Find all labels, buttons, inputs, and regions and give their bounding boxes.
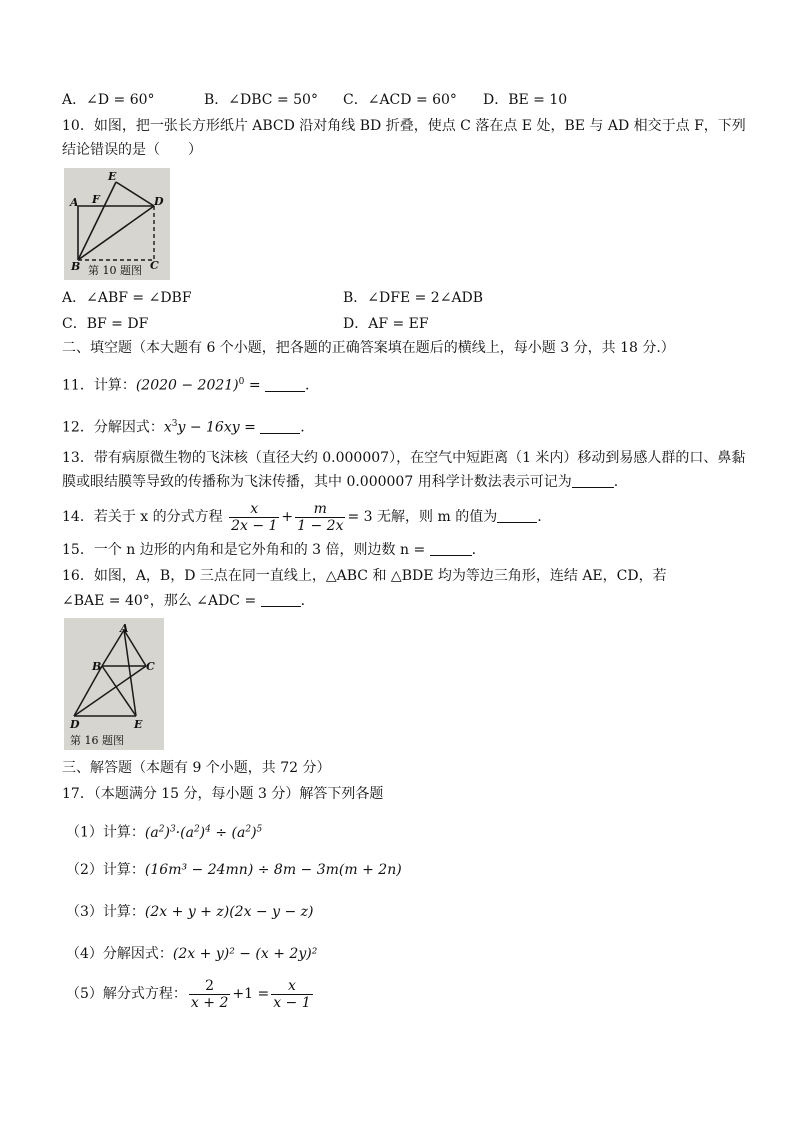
- q13-line2: 膜或眼结膜等导致的传播称为飞沫传播，其中 0.000007 用科学计数法表示可记为 .: [62, 474, 619, 490]
- q15-text: 15．一个 n 边形的内角和是它外角和的 3 倍，则边数 n =: [62, 542, 430, 558]
- q16-figure-caption: 第 16 题图: [70, 734, 124, 747]
- q17-part2-expression: (16m³ − 24mn) ÷ 8m − 3m(m + 2n): [144, 862, 402, 878]
- q10-option-c: C．BF = DF: [62, 316, 149, 332]
- q16-line2: ∠BAE = 40°，那么 ∠ADC = .: [62, 593, 306, 609]
- q9-option-d: D．BE = 10: [483, 92, 568, 108]
- q17-part5-fraction-2: $\frac{x}{x - 1}$: [273, 977, 311, 1011]
- q12: 12．分解因式：$x^3y - 16xy$ = .: [62, 419, 305, 436]
- q17-part2: [66, 858, 402, 882]
- q16-label-c: C: [146, 660, 155, 673]
- q11-equals: =: [244, 377, 266, 394]
- q10-label-d: D: [154, 195, 164, 208]
- q9-option-c: C．∠ACD = 60°: [343, 92, 457, 108]
- q17-part1-prefix: （1）计算：: [66, 824, 145, 841]
- q11: 11．计算：$(2020 - 2021)^0$ = .: [62, 377, 310, 394]
- q17-part4-prefix: （4）分解因式：: [66, 946, 173, 962]
- q10-label-f: F: [92, 193, 100, 206]
- q10-label-a: A: [70, 196, 79, 209]
- q16-figure: [64, 618, 164, 750]
- q10-label-c: C: [150, 259, 159, 272]
- q16-label-d: D: [70, 718, 80, 731]
- q16-label-e: E: [134, 718, 143, 731]
- q9-option-b: B．∠DBC = 50°: [204, 92, 318, 108]
- q17-part1-expression: $(a^2)^3\cdot(a^2)^4 \div (a^2)^5$: [144, 824, 263, 841]
- q14: 14．若关于 x 的分式方程 $\frac{x}{2x - 1}$ + $\frac{m}{1 - 2x}$ = 3 无解，则 m 的值为 .: [62, 500, 542, 534]
- q11-expression: (2020 − 2021): [135, 377, 239, 394]
- q10-label-e: E: [108, 170, 117, 183]
- q11-prefix: 11．计算：: [62, 377, 136, 394]
- q17-part5: [66, 976, 315, 1016]
- q12-answer-blank[interactable]: [260, 419, 300, 434]
- q12-expression-b: y − 16xy =: [177, 419, 261, 436]
- q15: 15．一个 n 边形的内角和是它外角和的 3 倍，则边数 n = .: [62, 542, 477, 558]
- q12-prefix: 12．分解因式：: [62, 419, 164, 436]
- q10-figure-caption: 第 10 题图: [88, 264, 142, 277]
- q16-label-b: B: [92, 660, 102, 673]
- q16-line1: 16．如图，A，B，D 三点在同一直线上，△ABC 和 △BDE 均为等边三角形，连结 AE，CD，若: [62, 568, 667, 584]
- q14-fraction-1: $\frac{x}{2x - 1}$: [231, 500, 278, 534]
- q12-exponent: 3: [171, 419, 178, 429]
- q15-answer-blank[interactable]: [430, 541, 472, 556]
- q10-stem-line2: 结论错误的是（ ）: [62, 142, 202, 158]
- q14-fraction-2: $\frac{m}{1 - 2x}$: [297, 500, 344, 534]
- q13-line2-text: 膜或眼结膜等导致的传播称为飞沫传播，其中 0.000007 用科学计数法表示可记为: [62, 474, 572, 490]
- q13-line1: 13．带有病原微生物的飞沫核（直径大约 0.000007），在空气中短距离（1 米内）移动到易感人群的口、鼻黏: [62, 450, 746, 466]
- q17-part3-prefix: （3）计算：: [66, 904, 145, 920]
- q14-plus: +: [281, 509, 294, 525]
- q14-answer-blank[interactable]: [497, 508, 537, 523]
- q10-label-b: B: [71, 260, 81, 273]
- q17-heading: 17．（本题满分 15 分，每小题 3 分）解答下列各题: [62, 786, 384, 802]
- q16-label-a: A: [120, 622, 129, 635]
- q10-option-d: D．AF = EF: [343, 316, 429, 332]
- q16-line2-text: ∠BAE = 40°，那么 ∠ADC =: [62, 593, 261, 609]
- q12-expression-a: x: [163, 419, 172, 436]
- q10-diagram: [64, 168, 170, 280]
- q16-answer-blank[interactable]: [261, 592, 301, 607]
- section3-heading: 三、解答题（本题有 9 个小题，共 72 分）: [62, 760, 331, 776]
- q17-part5-fraction-1: $\frac{2}{x + 2}$: [190, 977, 229, 1011]
- q17-part4-expression: (2x + y)² − (x + 2y)²: [172, 946, 318, 962]
- q16-diagram: [64, 618, 164, 750]
- q17-part3-expression: (2x + y + z)(2x − y − z): [144, 904, 314, 920]
- q10-option-a: A．∠ABF = ∠DBF: [62, 290, 192, 306]
- q17-part2-prefix: （2）计算：: [66, 862, 145, 878]
- q10-figure: [64, 168, 170, 280]
- q10-stem-line1: 10．如图，把一张长方形纸片 ABCD 沿对角线 BD 折叠，使点 C 落在点 E 处，BE 与 AD 相交于点 F，下列: [62, 118, 746, 134]
- q10-option-b: B．∠DFE = 2∠ADB: [343, 290, 484, 306]
- q11-answer-blank[interactable]: [265, 377, 305, 392]
- q17-part3: [66, 900, 313, 924]
- q11-exponent: 0: [238, 377, 245, 387]
- q13-answer-blank[interactable]: [572, 473, 614, 488]
- q14-tail: = 3 无解，则 m 的值为: [347, 509, 498, 525]
- q17-part5-middle: +1 =: [232, 986, 270, 1002]
- q17-part4: [66, 942, 317, 966]
- q17-part5-prefix: （5）解分式方程：: [66, 986, 187, 1002]
- section2-heading: 二、填空题（本大题有 6 个小题，把各题的正确答案填在题后的横线上，每小题 3 分，共 18 分.）: [62, 340, 675, 356]
- q17-part1: [66, 816, 262, 846]
- q14-prefix: 14．若关于 x 的分式方程: [62, 509, 228, 525]
- q9-option-a: A．∠D = 60°: [62, 92, 155, 108]
